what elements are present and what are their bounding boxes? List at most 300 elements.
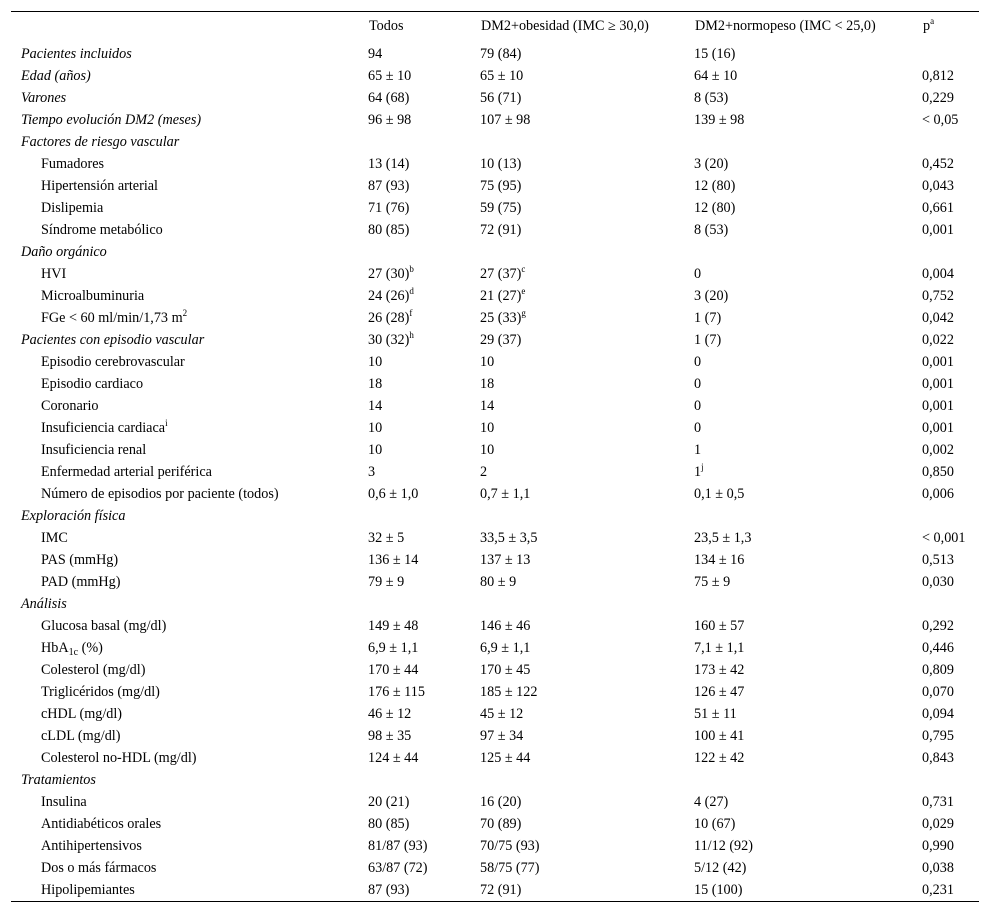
p-value: 0,795 xyxy=(922,727,954,744)
header-p xyxy=(922,12,979,43)
obesidad-value: 33,5 ± 3,5 xyxy=(480,529,538,546)
obesidad-value: 16 (20) xyxy=(480,793,522,810)
todos-value-footnote: b xyxy=(409,263,414,274)
p-value: 0,452 xyxy=(922,155,954,172)
obesidad-value-cell xyxy=(480,373,694,395)
obesidad-value-cell xyxy=(480,703,694,725)
p-value-cell xyxy=(922,681,979,703)
obesidad-value: 10 (13) xyxy=(480,155,522,172)
p-value-cell xyxy=(922,87,979,109)
header-p-footnote: a xyxy=(930,16,935,26)
header-todos xyxy=(368,12,480,43)
header-obesidad xyxy=(480,12,694,43)
p-value-cell xyxy=(922,879,979,902)
variable-label-cell xyxy=(11,351,368,373)
todos-value-cell xyxy=(368,835,480,857)
obesidad-value: 80 ± 9 xyxy=(480,573,517,590)
p-value: 0,661 xyxy=(922,199,954,216)
table-header xyxy=(11,12,979,43)
table-row xyxy=(11,219,979,241)
todos-value: 18 xyxy=(368,375,383,392)
todos-value: 20 (21) xyxy=(368,793,410,810)
todos-value: 26 (28) xyxy=(368,309,410,326)
todos-value: 30 (32) xyxy=(368,331,410,348)
obesidad-value: 18 xyxy=(480,375,495,392)
todos-value: 6,9 ± 1,1 xyxy=(368,639,419,656)
p-value: 0,001 xyxy=(922,397,954,414)
todos-value: 124 ± 44 xyxy=(368,749,419,766)
todos-value: 10 xyxy=(368,353,383,370)
p-value-cell xyxy=(922,593,979,615)
todos-value-cell xyxy=(368,65,480,87)
todos-value: 81/87 (93) xyxy=(368,837,428,854)
row-label: IMC xyxy=(41,529,68,546)
normopeso-value-cell xyxy=(694,307,922,329)
row-label: Exploración física xyxy=(21,507,126,524)
normopeso-value-cell xyxy=(694,659,922,681)
p-value-cell xyxy=(922,461,979,483)
obesidad-value: 65 ± 10 xyxy=(480,67,524,84)
todos-value-cell xyxy=(368,681,480,703)
todos-value-cell xyxy=(368,615,480,637)
normopeso-value-cell xyxy=(694,571,922,593)
category-label-cell xyxy=(11,505,368,527)
todos-value: 3 xyxy=(368,463,376,480)
obesidad-value: 56 (71) xyxy=(480,89,522,106)
normopeso-value: 3 (20) xyxy=(694,287,729,304)
normopeso-value-cell xyxy=(694,791,922,813)
normopeso-value-footnote: j xyxy=(701,461,704,472)
row-label: Dislipemia xyxy=(41,199,104,216)
todos-value-cell xyxy=(368,373,480,395)
todos-value-cell xyxy=(368,549,480,571)
obesidad-value: 185 ± 122 xyxy=(480,683,538,700)
row-label: Insuficiencia cardiaca xyxy=(41,419,166,436)
obesidad-value-cell xyxy=(480,65,694,87)
todos-value-cell xyxy=(368,307,480,329)
normopeso-value-cell xyxy=(694,681,922,703)
table-row xyxy=(11,439,979,461)
normopeso-value-cell xyxy=(694,747,922,769)
table-row xyxy=(11,791,979,813)
normopeso-value: 23,5 ± 1,3 xyxy=(694,529,752,546)
normopeso-value: 0,1 ± 0,5 xyxy=(694,485,745,502)
obesidad-value: 70/75 (93) xyxy=(480,837,540,854)
variable-label-cell xyxy=(11,307,368,329)
variable-label-cell xyxy=(11,373,368,395)
row-label: cLDL (mg/dl) xyxy=(41,727,121,744)
todos-value: 65 ± 10 xyxy=(368,67,412,84)
todos-value-cell xyxy=(368,439,480,461)
row-label: PAD (mmHg) xyxy=(41,573,121,590)
p-value: 0,850 xyxy=(922,463,954,480)
normopeso-value-cell xyxy=(694,439,922,461)
table-row xyxy=(11,461,979,483)
todos-value-cell xyxy=(368,637,480,659)
p-value: 0,001 xyxy=(922,375,954,392)
variable-label-cell xyxy=(11,747,368,769)
obesidad-value-cell xyxy=(480,637,694,659)
header-label-cell xyxy=(11,12,368,43)
normopeso-value-cell xyxy=(694,505,922,527)
obesidad-value-cell xyxy=(480,879,694,902)
row-label: PAS (mmHg) xyxy=(41,551,119,568)
p-value-cell xyxy=(922,857,979,879)
variable-label-cell xyxy=(11,835,368,857)
p-value: 0,731 xyxy=(922,793,954,810)
normopeso-value: 0 xyxy=(694,353,702,370)
p-value: < 0,05 xyxy=(922,111,959,128)
normopeso-value: 1 xyxy=(694,463,702,480)
p-value-cell xyxy=(922,219,979,241)
normopeso-value-cell xyxy=(694,351,922,373)
normopeso-value-cell xyxy=(694,109,922,131)
obesidad-value-cell xyxy=(480,857,694,879)
variable-label-cell xyxy=(11,571,368,593)
obesidad-value-cell xyxy=(480,593,694,615)
normopeso-value-cell xyxy=(694,153,922,175)
table-row xyxy=(11,813,979,835)
variable-label-cell xyxy=(11,725,368,747)
table-row xyxy=(11,879,979,902)
normopeso-value-cell xyxy=(694,483,922,505)
todos-value-cell xyxy=(368,43,480,65)
normopeso-value-cell xyxy=(694,637,922,659)
p-value-cell xyxy=(922,571,979,593)
obesidad-value-cell xyxy=(480,285,694,307)
p-value-cell xyxy=(922,153,979,175)
p-value-cell xyxy=(922,285,979,307)
obesidad-value: 125 ± 44 xyxy=(480,749,531,766)
todos-value-footnote: f xyxy=(409,307,413,318)
obesidad-value-cell xyxy=(480,109,694,131)
normopeso-value-cell xyxy=(694,527,922,549)
todos-value-cell xyxy=(368,197,480,219)
normopeso-value: 0 xyxy=(694,375,702,392)
normopeso-value-cell xyxy=(694,329,922,351)
table-row xyxy=(11,835,979,857)
normopeso-value: 8 (53) xyxy=(694,89,729,106)
p-value: 0,043 xyxy=(922,177,954,194)
variable-label-cell xyxy=(11,175,368,197)
table-row xyxy=(11,307,979,329)
row-label-superscript: 2 xyxy=(182,307,188,318)
todos-value-cell xyxy=(368,703,480,725)
obesidad-value: 75 (95) xyxy=(480,177,522,194)
normopeso-value: 1 (7) xyxy=(694,309,722,326)
normopeso-value-cell xyxy=(694,65,922,87)
p-value-cell xyxy=(922,835,979,857)
row-label: Síndrome metabólico xyxy=(41,221,163,238)
todos-value: 71 (76) xyxy=(368,199,410,216)
category-label-cell xyxy=(11,109,368,131)
obesidad-value: 97 ± 34 xyxy=(480,727,524,744)
variable-label-cell xyxy=(11,417,368,439)
p-value-cell xyxy=(922,175,979,197)
obesidad-value: 14 xyxy=(480,397,495,414)
variable-label-cell xyxy=(11,857,368,879)
todos-value-cell xyxy=(368,725,480,747)
row-label: Antidiabéticos orales xyxy=(41,815,162,832)
row-label: Dos o más fármacos xyxy=(41,859,157,876)
todos-value-cell xyxy=(368,109,480,131)
p-value-cell xyxy=(922,417,979,439)
row-label: Episodio cardiaco xyxy=(41,375,144,392)
table-row xyxy=(11,417,979,439)
todos-value-cell xyxy=(368,219,480,241)
variable-label-cell xyxy=(11,483,368,505)
p-value: 0,513 xyxy=(922,551,954,568)
table-row xyxy=(11,109,979,131)
p-value-cell xyxy=(922,659,979,681)
category-label-cell xyxy=(11,131,368,153)
obesidad-value: 58/75 (77) xyxy=(480,859,540,876)
table-body xyxy=(11,43,979,902)
table-row xyxy=(11,637,979,659)
todos-value: 27 (30) xyxy=(368,265,410,282)
normopeso-value-cell xyxy=(694,769,922,791)
p-value-cell xyxy=(922,615,979,637)
obesidad-value-cell xyxy=(480,505,694,527)
todos-value-cell xyxy=(368,175,480,197)
normopeso-value: 0 xyxy=(694,397,702,414)
table-row xyxy=(11,87,979,109)
variable-label-cell xyxy=(11,813,368,835)
todos-value: 149 ± 48 xyxy=(368,617,419,634)
p-value: 0,006 xyxy=(922,485,954,502)
p-value-cell xyxy=(922,505,979,527)
variable-label-cell xyxy=(11,395,368,417)
obesidad-value-cell xyxy=(480,835,694,857)
obesidad-value-cell xyxy=(480,43,694,65)
variable-label-cell xyxy=(11,461,368,483)
obesidad-value: 2 xyxy=(480,463,488,480)
normopeso-value: 1 xyxy=(694,441,702,458)
variable-label-cell xyxy=(11,637,368,659)
p-value-cell xyxy=(922,197,979,219)
row-label: HVI xyxy=(41,265,67,282)
todos-value: 96 ± 98 xyxy=(368,111,412,128)
table-row xyxy=(11,395,979,417)
normopeso-value: 0 xyxy=(694,265,702,282)
todos-value-cell xyxy=(368,505,480,527)
p-value: 0,446 xyxy=(922,639,954,656)
table-row xyxy=(11,527,979,549)
normopeso-value: 173 ± 42 xyxy=(694,661,745,678)
row-label-subscript: 1c xyxy=(68,646,79,658)
normopeso-value-cell xyxy=(694,615,922,637)
category-label-cell xyxy=(11,43,368,65)
normopeso-value-cell xyxy=(694,87,922,109)
p-value: 0,292 xyxy=(922,617,954,634)
normopeso-value: 7,1 ± 1,1 xyxy=(694,639,745,656)
table-row xyxy=(11,373,979,395)
todos-value: 94 xyxy=(368,45,383,62)
row-label: cHDL (mg/dl) xyxy=(41,705,123,722)
todos-value-footnote: d xyxy=(409,285,414,296)
p-value: 0,002 xyxy=(922,441,954,458)
todos-value-cell xyxy=(368,153,480,175)
row-label: FGe < 60 ml/min/1,73 m xyxy=(41,309,183,326)
normopeso-value-cell xyxy=(694,395,922,417)
todos-value-cell xyxy=(368,285,480,307)
normopeso-value-cell xyxy=(694,417,922,439)
p-value: 0,004 xyxy=(922,265,954,282)
obesidad-value: 79 (84) xyxy=(480,45,522,62)
row-label: Pacientes incluidos xyxy=(21,45,132,62)
row-label: Análisis xyxy=(21,595,67,612)
variable-label-cell xyxy=(11,153,368,175)
table-row xyxy=(11,571,979,593)
category-label-cell xyxy=(11,329,368,351)
normopeso-value-cell xyxy=(694,241,922,263)
obesidad-value-cell xyxy=(480,813,694,835)
p-value: 0,229 xyxy=(922,89,954,106)
normopeso-value: 15 (100) xyxy=(694,881,743,898)
p-value-cell xyxy=(922,65,979,87)
normopeso-value-cell xyxy=(694,593,922,615)
obesidad-value: 25 (33) xyxy=(480,309,522,326)
normopeso-value: 51 ± 11 xyxy=(694,705,737,722)
row-label: Tiempo evolución DM2 (meses) xyxy=(21,111,202,128)
row-label: Glucosa basal (mg/dl) xyxy=(41,617,167,634)
category-label-cell xyxy=(11,87,368,109)
p-value-cell xyxy=(922,351,979,373)
todos-value-cell xyxy=(368,769,480,791)
variable-label-cell xyxy=(11,527,368,549)
obesidad-value: 59 (75) xyxy=(480,199,522,216)
table-row xyxy=(11,769,979,791)
table-row xyxy=(11,505,979,527)
normopeso-value: 1 (7) xyxy=(694,331,722,348)
obesidad-value: 107 ± 98 xyxy=(480,111,531,128)
table-row xyxy=(11,329,979,351)
row-label-suffix: (%) xyxy=(78,639,103,656)
p-value: 0,030 xyxy=(922,573,954,590)
p-value-cell xyxy=(922,813,979,835)
normopeso-value: 5/12 (42) xyxy=(694,859,747,876)
table-row xyxy=(11,857,979,879)
obesidad-value-cell xyxy=(480,549,694,571)
todos-value-cell xyxy=(368,879,480,902)
todos-value: 24 (26) xyxy=(368,287,410,304)
header-obesidad-text: DM2+obesidad (IMC ≥ 30,0) xyxy=(481,18,649,34)
obesidad-value-footnote: c xyxy=(521,263,526,274)
table-row xyxy=(11,747,979,769)
todos-value-cell xyxy=(368,241,480,263)
variable-label-cell xyxy=(11,615,368,637)
normopeso-value: 134 ± 16 xyxy=(694,551,745,568)
obesidad-value-cell xyxy=(480,615,694,637)
variable-label-cell xyxy=(11,681,368,703)
row-label: Antihipertensivos xyxy=(41,837,142,854)
row-label: Hipolipemiantes xyxy=(41,881,135,898)
todos-value-cell xyxy=(368,747,480,769)
obesidad-value: 27 (37) xyxy=(480,265,522,282)
normopeso-value-cell xyxy=(694,219,922,241)
todos-value-cell xyxy=(368,131,480,153)
table-row xyxy=(11,241,979,263)
obesidad-value-cell xyxy=(480,175,694,197)
todos-value: 79 ± 9 xyxy=(368,573,405,590)
obesidad-value-cell xyxy=(480,439,694,461)
p-value: 0,843 xyxy=(922,749,954,766)
obesidad-value-cell xyxy=(480,571,694,593)
todos-value: 170 ± 44 xyxy=(368,661,419,678)
category-label-cell xyxy=(11,241,368,263)
todos-value: 80 (85) xyxy=(368,815,410,832)
table-row xyxy=(11,153,979,175)
row-label: Insulina xyxy=(41,793,87,810)
todos-value-cell xyxy=(368,483,480,505)
table-row xyxy=(11,681,979,703)
todos-value-cell xyxy=(368,351,480,373)
table-row xyxy=(11,615,979,637)
p-value: 0,812 xyxy=(922,67,954,84)
p-value-cell xyxy=(922,527,979,549)
normopeso-value: 64 ± 10 xyxy=(694,67,738,84)
table-row xyxy=(11,351,979,373)
variable-label-cell xyxy=(11,197,368,219)
normopeso-value-cell xyxy=(694,175,922,197)
normopeso-value-cell xyxy=(694,813,922,835)
row-label: Factores de riesgo vascular xyxy=(21,133,180,150)
p-value-cell xyxy=(922,109,979,131)
table-row xyxy=(11,197,979,219)
category-label-cell xyxy=(11,769,368,791)
normopeso-value-cell xyxy=(694,879,922,902)
p-value: 0,001 xyxy=(922,419,954,436)
table-row xyxy=(11,549,979,571)
row-label: Microalbuminuria xyxy=(41,287,145,304)
normopeso-value-cell xyxy=(694,285,922,307)
normopeso-value: 12 (80) xyxy=(694,177,736,194)
todos-value: 176 ± 115 xyxy=(368,683,425,700)
p-value: 0,809 xyxy=(922,661,954,678)
obesidad-value-cell xyxy=(480,527,694,549)
table-row xyxy=(11,65,979,87)
normopeso-value-cell xyxy=(694,263,922,285)
todos-value: 0,6 ± 1,0 xyxy=(368,485,419,502)
obesidad-value-cell xyxy=(480,263,694,285)
todos-value-cell xyxy=(368,659,480,681)
table-row xyxy=(11,175,979,197)
variable-label-cell xyxy=(11,879,368,902)
row-label: Triglicéridos (mg/dl) xyxy=(41,683,160,700)
obesidad-value: 72 (91) xyxy=(480,221,522,238)
obesidad-value: 10 xyxy=(480,419,495,436)
obesidad-value: 0,7 ± 1,1 xyxy=(480,485,531,502)
variable-label-cell xyxy=(11,263,368,285)
obesidad-value-footnote: e xyxy=(521,285,526,296)
p-value-cell xyxy=(922,637,979,659)
row-label: Hipertensión arterial xyxy=(41,177,158,194)
normopeso-value: 4 (27) xyxy=(694,793,729,810)
table-row xyxy=(11,43,979,65)
normopeso-value-cell xyxy=(694,461,922,483)
obesidad-value-cell xyxy=(480,153,694,175)
obesidad-value-cell xyxy=(480,197,694,219)
p-value-cell xyxy=(922,703,979,725)
obesidad-value-cell xyxy=(480,395,694,417)
todos-value-cell xyxy=(368,571,480,593)
todos-value-cell xyxy=(368,329,480,351)
todos-value-cell xyxy=(368,87,480,109)
p-value-cell xyxy=(922,549,979,571)
header-normopeso-text: DM2+normopeso (IMC < 25,0) xyxy=(695,18,876,34)
obesidad-value: 146 ± 46 xyxy=(480,617,531,634)
obesidad-value: 21 (27) xyxy=(480,287,522,304)
